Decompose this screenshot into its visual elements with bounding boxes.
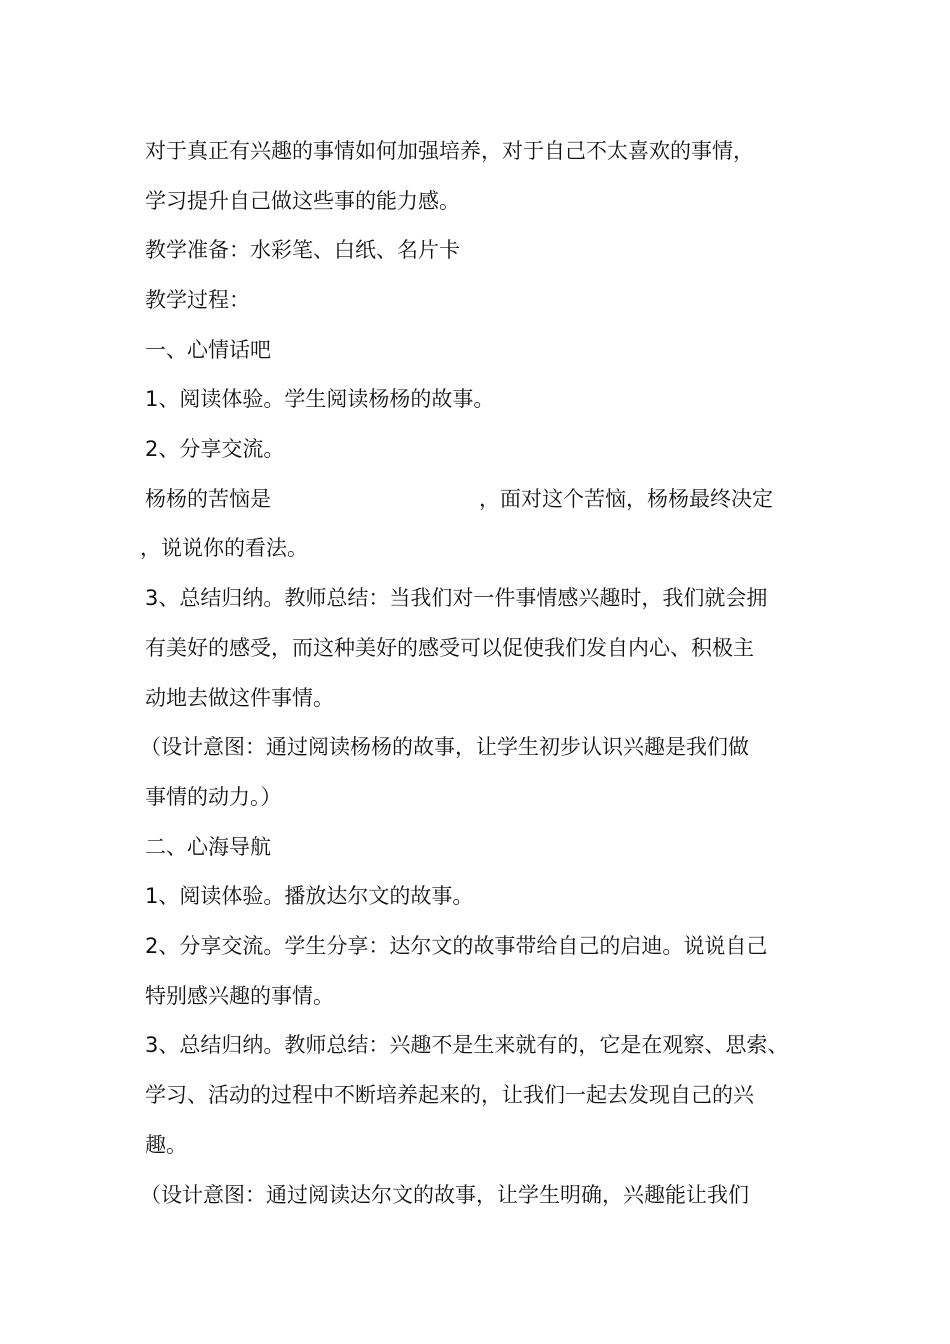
body-text-line: 3、总结归纳。教师总结：兴趣不是生来就有的，它是在观察、思索、: [145, 1033, 789, 1057]
body-text-line: 趣。: [145, 1133, 187, 1157]
body-text-line: 1、阅读体验。学生阅读杨杨的故事。: [145, 387, 495, 411]
design-intent-line: （设计意图：通过阅读杨杨的故事，让学生初步认识兴趣是我们做: [140, 735, 749, 759]
body-text-line: 特别感兴趣的事情。: [145, 984, 334, 1008]
body-text-line: ，说说你的看法。: [140, 536, 308, 560]
body-text-line: 动地去做这件事情。: [145, 686, 334, 710]
body-text-line: 有美好的感受，而这种美好的感受可以促使我们发自内心、积极主: [145, 636, 754, 660]
teaching-preparation: 教学准备：水彩笔、白纸、名片卡: [145, 238, 460, 262]
design-intent-line: 事情的动力。）: [145, 785, 282, 809]
teaching-process-heading: 教学过程：: [145, 288, 250, 312]
section-heading-2: 二、心海导航: [145, 835, 271, 859]
design-intent-line: （设计意图：通过阅读达尔文的故事，让学生明确，兴趣能让我们: [140, 1183, 749, 1207]
body-text-line: 学习、活动的过程中不断培养起来的，让我们一起去发现自己的兴: [145, 1083, 754, 1107]
body-text-line: 2、分享交流。学生分享：达尔文的故事带给自己的启迪。说说自己: [145, 934, 768, 958]
body-text-line: 2、分享交流。: [145, 437, 285, 461]
section-heading-1: 一、心情话吧: [145, 338, 271, 362]
body-text-line: 3、总结归纳。教师总结：当我们对一件事情感兴趣时，我们就会拥: [145, 586, 768, 610]
body-text-line: 学习提升自己做这些事的能力感。: [145, 189, 460, 213]
body-text-line: 1、阅读体验。播放达尔文的故事。: [145, 884, 474, 908]
fill-in-continuation: ，面对这个苦恼，杨杨最终决定: [479, 487, 773, 511]
fill-in-prompt: 杨杨的苦恼是: [145, 487, 271, 511]
fill-in-line: [145, 485, 773, 513]
body-text-line: 对于真正有兴趣的事情如何加强培养，对于自己不太喜欢的事情，: [145, 139, 754, 163]
